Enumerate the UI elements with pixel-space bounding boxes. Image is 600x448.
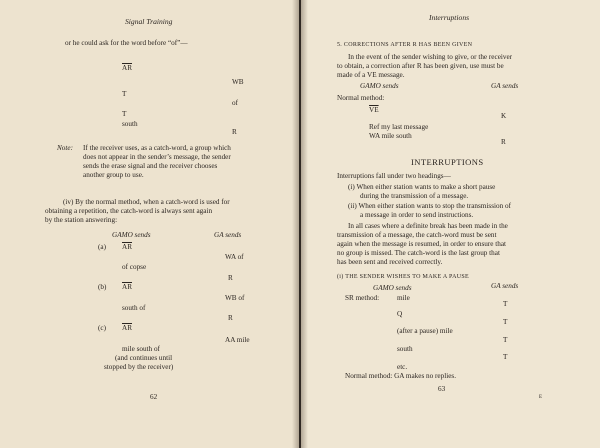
item-c-ga: AA mile (225, 336, 250, 344)
all-cases-line: In all cases where a definite break has been made in the (348, 222, 508, 230)
all-cases-line: again when the message is resumed, in order to ensure that (337, 240, 507, 248)
k-group: K (501, 112, 507, 120)
item-b-ar: $\overline{AR}$ (122, 283, 132, 291)
interruption-ii: (ii) When either station wants to stop the transmission of (348, 202, 511, 210)
t-reply: T (503, 353, 508, 361)
section-5-line: In the event of the sender wishing to give, or the receiver (348, 53, 513, 61)
item-a-ar: $\overline{AR}$ (122, 243, 132, 251)
ex1-of: of (232, 99, 238, 107)
item-b-r: R (228, 314, 233, 322)
all-cases-line: transmission of a message, the catch-word must be sent (337, 231, 497, 239)
sr-row: (after a pause) mile (397, 327, 453, 335)
all-cases-line: has been sent and received correctly. (337, 258, 443, 266)
ex1-r: R (232, 128, 237, 136)
para-iv-line: (iv) By the normal method, when a catch-word is used for (63, 198, 230, 206)
right-page (301, 0, 600, 448)
ex1-t1: T (122, 90, 127, 98)
section-5-line: made of a VE message. (337, 71, 405, 79)
ex1-ar: $\overline{AR}$ (122, 64, 132, 72)
normal-method-label: Normal method: (337, 94, 385, 102)
interruption-i: (i) When either station wants to make a short pause (348, 183, 496, 191)
note-line: If the receiver uses, as a catch-word, a group which (83, 144, 231, 152)
col-ga-sends: GA sends (214, 231, 242, 239)
t-reply: T (503, 300, 508, 308)
right-running-header: Interruptions (429, 13, 470, 22)
item-c-text: (and continues until (115, 354, 173, 362)
item-a-r: R (228, 274, 233, 282)
etc-text: etc. (397, 363, 408, 371)
left-page-number: 62 (150, 393, 158, 401)
section-5-line: to obtain, a correction after R has been given, use must be (337, 62, 504, 70)
item-c-text: stopped by the receiver) (104, 363, 174, 371)
signature-mark: E (539, 395, 543, 400)
item-c-ar: $\overline{AR}$ (122, 324, 132, 332)
sr-method-label: SR method: (345, 294, 380, 302)
item-c-label: (c) (98, 324, 106, 332)
col-gamo-sends: GAMO sends (112, 231, 151, 239)
col-ga-sends: GA sends (491, 282, 519, 290)
item-b-label: (b) (98, 283, 107, 291)
section-5-title: 5. CORRECTIONS AFTER R HAS BEEN GIVEN (337, 42, 473, 48)
interruption-ii: a message in order to send instructions. (360, 211, 474, 219)
left-page (0, 0, 299, 448)
interruptions-intro: Interruptions fall under two headings— (337, 172, 451, 180)
normal-method-last: Normal method: GA makes no replies. (345, 372, 456, 380)
ex1-t2: T (122, 110, 127, 118)
sr-row: mile (397, 294, 410, 302)
ve-group: $\overline{VE}$ (369, 106, 379, 114)
note-label: Note: (57, 144, 73, 152)
col-gamo-sends: GAMO sends (360, 82, 399, 90)
intro-line: or he could ask for the word before “of”— (65, 39, 188, 47)
item-a-label: (a) (98, 243, 106, 251)
note-line: another group to use. (83, 171, 144, 179)
left-running-header: Signal Training (125, 17, 173, 26)
right-page-number: 63 (438, 385, 446, 393)
interruption-i: during the transmission of a message. (360, 192, 469, 200)
para-iv-line: by the station answering: (45, 216, 118, 224)
ex1-south: south (122, 120, 138, 128)
col-gamo-sends: GAMO sends (373, 284, 412, 292)
para-iv-line: obtaining a repetition, the catch-word is always sent again (45, 207, 213, 215)
item-b-ga: WB of (225, 294, 245, 302)
item-b-text: south of (122, 304, 146, 312)
item-a-ga: WA of (225, 253, 244, 261)
pause-title: (i) THE SENDER WISHES TO MAKE A PAUSE (337, 274, 469, 280)
item-c-text: mile south of (122, 345, 160, 353)
interruptions-heading: INTERRUPTIONS (411, 157, 484, 167)
note-line: sends the erase signal and the receiver chooses (83, 162, 218, 170)
col-ga-sends: GA sends (491, 82, 519, 90)
book-gutter (292, 0, 308, 448)
t-reply: T (503, 336, 508, 344)
item-a-text: of copse (122, 263, 147, 271)
ref-line: Ref my last message (369, 123, 429, 131)
t-reply: T (503, 318, 508, 326)
ref-line: WA mile south (369, 132, 412, 140)
sr-row: south (397, 345, 413, 353)
note-line: does not appear in the sender’s message, the sender (83, 153, 231, 161)
sr-row: Q (397, 310, 403, 318)
ex1-wb: WB (232, 78, 244, 86)
all-cases-line: no group is missed. The catch-word is the last group that (337, 249, 500, 257)
r-group: R (501, 138, 506, 146)
